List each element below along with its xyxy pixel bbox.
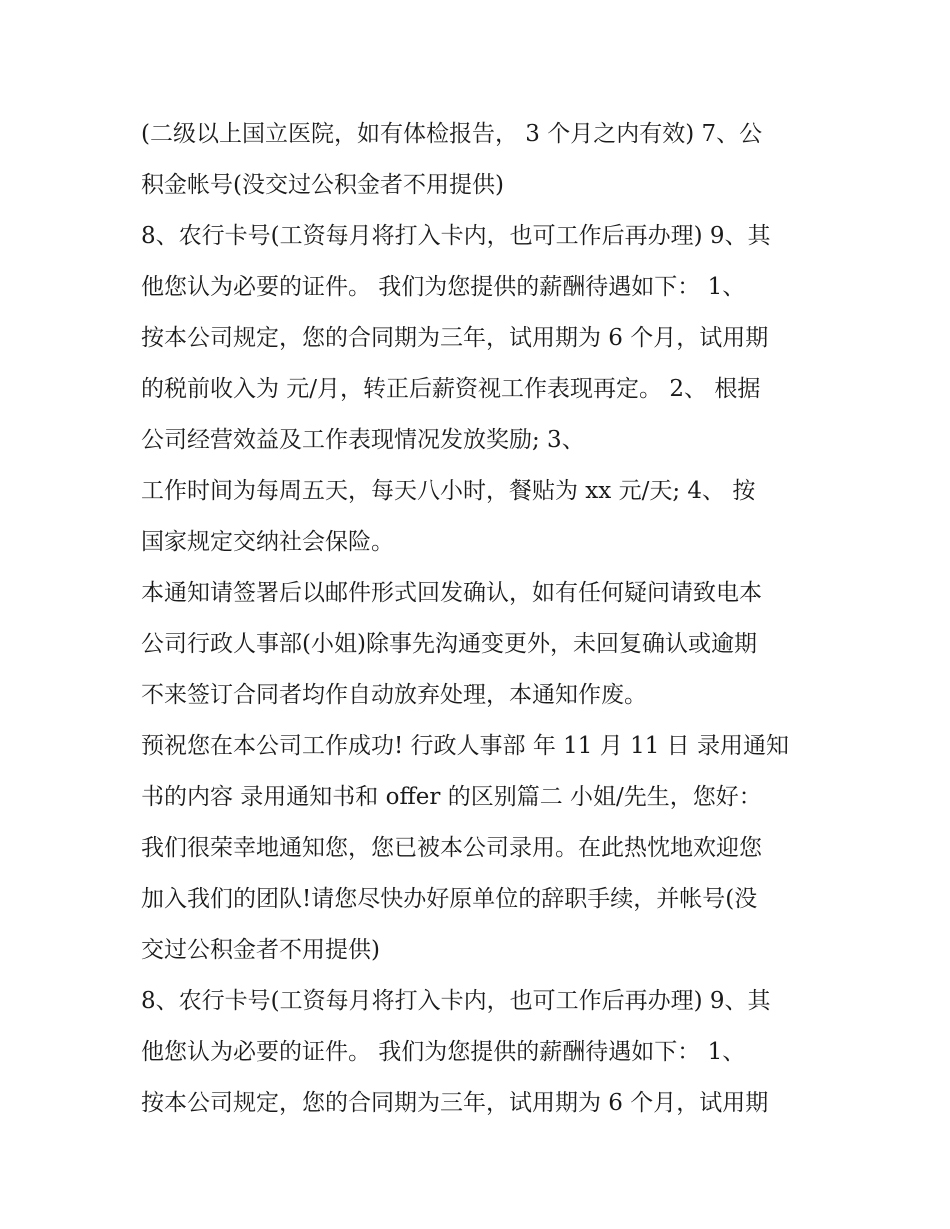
text-line: 不来签订合同者均作自动放弃处理，本通知作废。 xyxy=(141,682,647,708)
text-line: 积金帐号(没交过公积金者不用提供) xyxy=(141,172,504,198)
text-line: 加入我们的团队!请您尽快办好原单位的辞职手续，并帐号(没 xyxy=(141,886,758,912)
text-line: 8、农行卡号(工资每月将打入卡内，也可工作后再办理) 9、其 xyxy=(141,988,771,1014)
text-line: 书的内容 录用通知书和 offer 的区别篇二 小姐/先生，您好： xyxy=(141,784,762,810)
document-body xyxy=(141,109,821,1129)
text-line: 他您认为必要的证件。 我们为您提供的薪酬待遇如下： 1、 xyxy=(141,1039,746,1065)
text-line: 按本公司规定，您的合同期为三年，试用期为 6 个月，试用期 xyxy=(141,325,769,351)
text-line: 工作时间为每周五天，每天八小时，餐贴为 xx 元/天; 4、 按 xyxy=(141,478,756,504)
text-line: 8、农行卡号(工资每月将打入卡内，也可工作后再办理) 9、其 xyxy=(141,223,771,249)
text-line: 按本公司规定，您的合同期为三年，试用期为 6 个月，试用期 xyxy=(141,1090,769,1116)
text-line: 公司经营效益及工作表现情况发放奖励; 3、 xyxy=(141,427,585,453)
text-line: 国家规定交纳社会保险。 xyxy=(141,529,394,555)
text-line: 本通知请签署后以邮件形式回发确认，如有任何疑问请致电本 xyxy=(141,580,762,606)
text-line: 公司行政人事部(小姐)除事先沟通变更外，未回复确认或逾期 xyxy=(141,631,757,657)
text-line: 的税前收入为 元/月，转正后薪资视工作表现再定。 2、 根据 xyxy=(141,376,761,402)
text-line: 他您认为必要的证件。 我们为您提供的薪酬待遇如下： 1、 xyxy=(141,274,746,300)
text-line: 预祝您在本公司工作成功! 行政人事部 年 11 月 11 日 录用通知 xyxy=(141,733,789,759)
text-line: 交过公积金者不用提供) xyxy=(141,937,380,963)
text-line: 我们很荣幸地通知您，您已被本公司录用。在此热忱地欢迎您 xyxy=(141,835,762,861)
text-line: (二级以上国立医院，如有体检报告， 3 个月之内有效) 7、公 xyxy=(141,121,763,147)
